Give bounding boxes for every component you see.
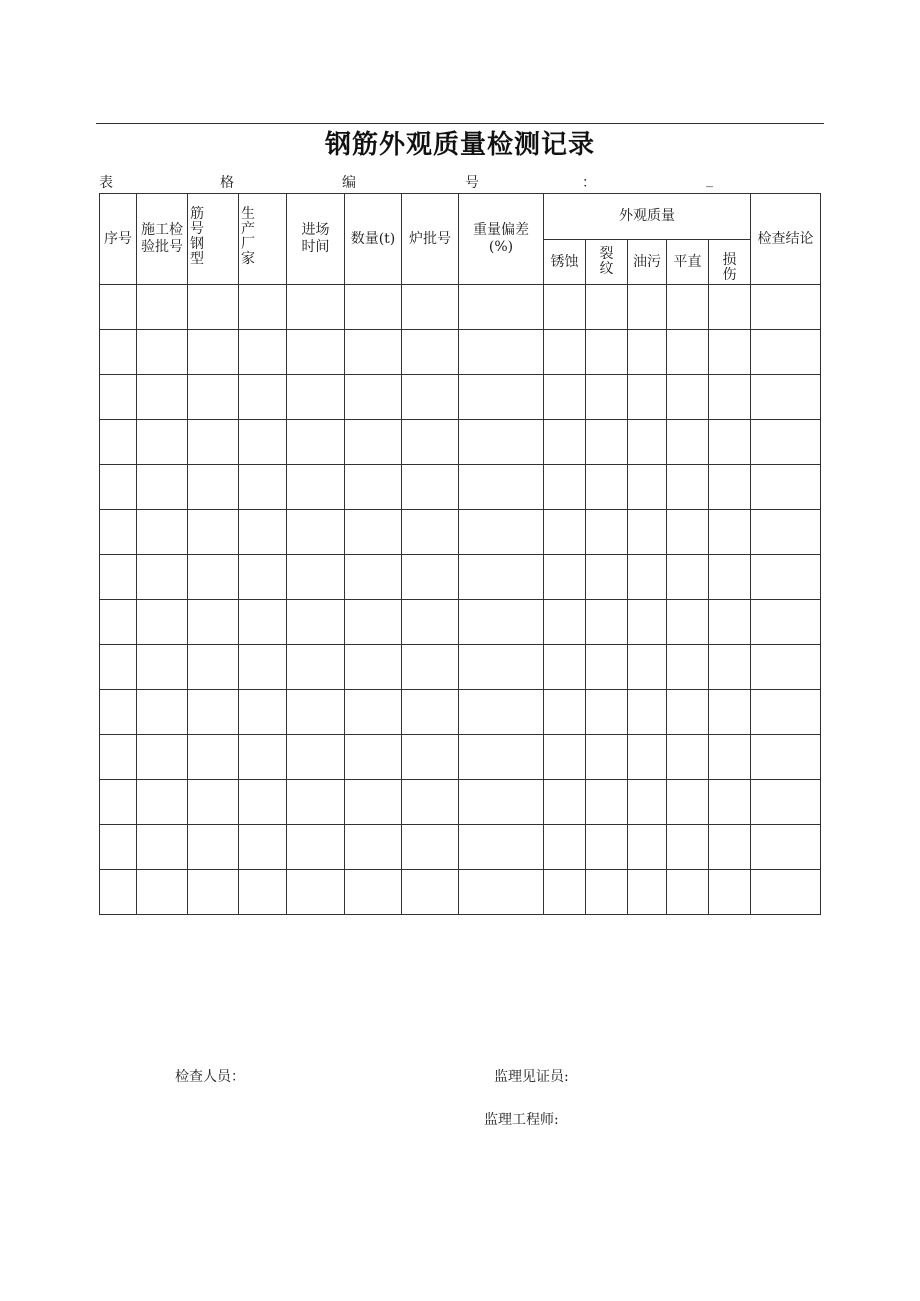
table-cell[interactable] <box>544 375 586 420</box>
table-cell[interactable] <box>544 330 586 375</box>
table-cell[interactable] <box>345 870 402 915</box>
table-cell[interactable] <box>137 285 188 330</box>
table-cell[interactable] <box>459 600 544 645</box>
header-oil: 油污 <box>628 240 667 285</box>
table-cell[interactable] <box>137 330 188 375</box>
header-batch-line2: 验批号 <box>141 239 183 255</box>
table-cell[interactable] <box>239 780 287 825</box>
table-cell[interactable] <box>100 285 137 330</box>
table-cell[interactable] <box>345 510 402 555</box>
table-cell[interactable] <box>751 330 821 375</box>
table-cell[interactable] <box>402 285 459 330</box>
form-code-line <box>0 172 920 192</box>
table-cell[interactable] <box>751 825 821 870</box>
table-cell[interactable] <box>188 825 239 870</box>
table-cell[interactable] <box>459 375 544 420</box>
table-cell[interactable] <box>667 375 709 420</box>
table-cell[interactable] <box>751 870 821 915</box>
table-cell[interactable] <box>239 645 287 690</box>
table-cell[interactable] <box>287 780 345 825</box>
table-cell[interactable] <box>239 285 287 330</box>
table-cell[interactable] <box>544 285 586 330</box>
table-cell[interactable] <box>137 375 188 420</box>
witness-label: 监理见证员: <box>494 1069 569 1085</box>
table-cell[interactable] <box>100 420 137 465</box>
table-cell[interactable] <box>137 690 188 735</box>
table-cell[interactable] <box>345 690 402 735</box>
table-cell[interactable] <box>586 825 628 870</box>
table-cell[interactable] <box>628 510 667 555</box>
table-cell[interactable] <box>544 645 586 690</box>
table-cell[interactable] <box>137 870 188 915</box>
table-row <box>100 735 821 780</box>
table-cell[interactable] <box>459 285 544 330</box>
table-cell[interactable] <box>239 465 287 510</box>
table-cell[interactable] <box>459 690 544 735</box>
table-cell[interactable] <box>667 555 709 600</box>
header-steel-type-char: 号 <box>190 221 204 237</box>
table-cell[interactable] <box>188 690 239 735</box>
table-cell[interactable] <box>137 600 188 645</box>
table-cell[interactable] <box>667 735 709 780</box>
table-cell[interactable] <box>709 375 751 420</box>
table-cell[interactable] <box>628 690 667 735</box>
table-cell[interactable] <box>100 555 137 600</box>
table-cell[interactable] <box>709 555 751 600</box>
table-cell[interactable] <box>586 735 628 780</box>
table-cell[interactable] <box>188 285 239 330</box>
table-cell[interactable] <box>709 870 751 915</box>
table-cell[interactable] <box>345 555 402 600</box>
table-row <box>100 420 821 465</box>
table-cell[interactable] <box>402 555 459 600</box>
table-cell[interactable] <box>345 420 402 465</box>
header-steel-type-char: 筋 <box>190 206 204 222</box>
table-cell[interactable] <box>239 375 287 420</box>
table-cell[interactable] <box>188 420 239 465</box>
table-cell[interactable] <box>239 555 287 600</box>
header-batch-line1: 施工检 <box>141 222 183 238</box>
table-cell[interactable] <box>667 825 709 870</box>
table-cell[interactable] <box>188 330 239 375</box>
table-cell[interactable] <box>544 600 586 645</box>
header-straight: 平直 <box>667 240 709 285</box>
table-cell[interactable] <box>345 735 402 780</box>
table-cell[interactable] <box>402 825 459 870</box>
table-cell[interactable] <box>751 645 821 690</box>
header-quantity: 数量(t) <box>345 194 402 285</box>
header-crack-char: 纹 <box>599 260 614 277</box>
header-damage-char: 损 <box>722 252 737 268</box>
table-cell[interactable] <box>544 870 586 915</box>
table-cell[interactable] <box>100 600 137 645</box>
table-cell[interactable] <box>402 735 459 780</box>
table-cell[interactable] <box>287 870 345 915</box>
table-cell[interactable] <box>287 690 345 735</box>
table-cell[interactable] <box>137 735 188 780</box>
table-cell[interactable] <box>100 825 137 870</box>
table-cell[interactable] <box>544 555 586 600</box>
table-cell[interactable] <box>137 465 188 510</box>
header-maker-char: 产 <box>241 221 255 237</box>
table-cell[interactable] <box>628 285 667 330</box>
table-cell[interactable] <box>751 375 821 420</box>
header-entry-line1: 进场 <box>301 222 330 238</box>
table-cell[interactable] <box>287 600 345 645</box>
table-cell[interactable] <box>287 465 345 510</box>
table-cell[interactable] <box>628 870 667 915</box>
table-cell[interactable] <box>137 510 188 555</box>
table-cell[interactable] <box>586 645 628 690</box>
table-cell[interactable] <box>239 690 287 735</box>
table-cell[interactable] <box>402 420 459 465</box>
table-cell[interactable] <box>667 420 709 465</box>
table-cell[interactable] <box>188 555 239 600</box>
table-cell[interactable] <box>287 735 345 780</box>
table-row <box>100 690 821 735</box>
table-cell[interactable] <box>667 600 709 645</box>
table-cell[interactable] <box>586 690 628 735</box>
table-cell[interactable] <box>239 825 287 870</box>
table-cell[interactable] <box>459 735 544 780</box>
table-cell[interactable] <box>544 825 586 870</box>
table-cell[interactable] <box>137 420 188 465</box>
table-cell[interactable] <box>100 375 137 420</box>
page-title: 钢筋外观质量检测记录 <box>324 130 595 160</box>
table-cell[interactable] <box>628 780 667 825</box>
table-cell[interactable] <box>345 825 402 870</box>
table-cell[interactable] <box>751 510 821 555</box>
table-row <box>100 555 821 600</box>
table-cell[interactable] <box>287 825 345 870</box>
table-cell[interactable] <box>709 330 751 375</box>
table-cell[interactable] <box>402 780 459 825</box>
table-cell[interactable] <box>345 285 402 330</box>
table-cell[interactable] <box>459 555 544 600</box>
inspector-label: 检查人员： <box>175 1069 245 1085</box>
table-cell[interactable] <box>402 690 459 735</box>
table-cell[interactable] <box>667 690 709 735</box>
table-cell[interactable] <box>586 375 628 420</box>
header-conclusion: 检查结论 <box>751 194 821 285</box>
table-cell[interactable] <box>709 600 751 645</box>
table-row <box>100 600 821 645</box>
table-cell[interactable] <box>239 330 287 375</box>
table-cell[interactable] <box>459 645 544 690</box>
table-cell[interactable] <box>188 780 239 825</box>
table-cell[interactable] <box>586 510 628 555</box>
table-cell[interactable] <box>402 870 459 915</box>
table-cell[interactable] <box>586 555 628 600</box>
table-cell[interactable] <box>709 645 751 690</box>
table-cell[interactable] <box>709 420 751 465</box>
table-cell[interactable] <box>709 780 751 825</box>
table-row <box>100 645 821 690</box>
header-damage-char: 伤 <box>722 267 737 283</box>
table-cell[interactable] <box>137 825 188 870</box>
table-cell[interactable] <box>188 465 239 510</box>
form-code-char: ： <box>582 175 596 191</box>
table-cell[interactable] <box>287 420 345 465</box>
form-code-char: 表 <box>99 175 113 191</box>
header-appearance: 外观质量 <box>544 194 751 240</box>
table-cell[interactable] <box>345 600 402 645</box>
table-cell[interactable] <box>100 735 137 780</box>
form-code-char: 号 <box>465 175 479 191</box>
table-cell[interactable] <box>137 555 188 600</box>
table-cell[interactable] <box>709 285 751 330</box>
table-cell[interactable] <box>188 375 239 420</box>
table-cell[interactable] <box>402 600 459 645</box>
header-steel-type-char: 型 <box>190 251 204 267</box>
table-cell[interactable] <box>586 330 628 375</box>
table-cell[interactable] <box>628 555 667 600</box>
table-cell[interactable] <box>586 285 628 330</box>
table-cell[interactable] <box>751 690 821 735</box>
header-weight-dev-line1: 重量偏差 <box>473 222 529 238</box>
table-cell[interactable] <box>239 735 287 780</box>
table-cell[interactable] <box>137 780 188 825</box>
table-row <box>100 375 821 420</box>
table-cell[interactable] <box>459 330 544 375</box>
table-cell[interactable] <box>751 780 821 825</box>
table-cell[interactable] <box>751 600 821 645</box>
header-crack <box>586 240 628 285</box>
table-cell[interactable] <box>751 420 821 465</box>
table-cell[interactable] <box>709 465 751 510</box>
table-cell[interactable] <box>100 870 137 915</box>
table-cell[interactable] <box>100 645 137 690</box>
table-cell[interactable] <box>709 690 751 735</box>
header-damage <box>709 240 751 285</box>
table-cell[interactable] <box>345 330 402 375</box>
table-cell[interactable] <box>586 465 628 510</box>
form-code-char: 格 <box>220 175 234 191</box>
table-cell[interactable] <box>628 645 667 690</box>
table-row <box>100 330 821 375</box>
table-cell[interactable] <box>628 420 667 465</box>
table-row <box>100 285 821 330</box>
table-row <box>100 780 821 825</box>
table-cell[interactable] <box>544 420 586 465</box>
table-cell[interactable] <box>459 420 544 465</box>
table-cell[interactable] <box>287 285 345 330</box>
table-cell[interactable] <box>586 420 628 465</box>
table-cell[interactable] <box>667 510 709 555</box>
record-table <box>99 193 821 915</box>
table-cell[interactable] <box>239 870 287 915</box>
table-cell[interactable] <box>586 780 628 825</box>
header-maker-char: 生 <box>241 206 255 222</box>
table-cell[interactable] <box>188 645 239 690</box>
table-cell[interactable] <box>544 735 586 780</box>
table-cell[interactable] <box>239 600 287 645</box>
header-heat-no: 炉批号 <box>402 194 459 285</box>
table-cell[interactable] <box>188 510 239 555</box>
table-cell[interactable] <box>544 780 586 825</box>
table-cell[interactable] <box>586 600 628 645</box>
table-cell[interactable] <box>544 510 586 555</box>
table-row <box>100 465 821 510</box>
engineer-label: 监理工程师: <box>484 1112 559 1128</box>
table-row <box>100 870 821 915</box>
table-cell[interactable] <box>544 465 586 510</box>
table-cell[interactable] <box>459 510 544 555</box>
table-cell[interactable] <box>402 510 459 555</box>
form-code-char: 编 <box>342 175 356 191</box>
table-cell[interactable] <box>667 465 709 510</box>
table-cell[interactable] <box>459 465 544 510</box>
table-cell[interactable] <box>345 645 402 690</box>
table-cell[interactable] <box>751 735 821 780</box>
table-cell[interactable] <box>667 330 709 375</box>
table-cell[interactable] <box>459 825 544 870</box>
table-cell[interactable] <box>628 735 667 780</box>
table-cell[interactable] <box>402 375 459 420</box>
table-cell[interactable] <box>100 330 137 375</box>
table-cell[interactable] <box>544 690 586 735</box>
table-cell[interactable] <box>345 375 402 420</box>
table-cell[interactable] <box>751 555 821 600</box>
header-batch <box>137 194 188 285</box>
table-cell[interactable] <box>459 780 544 825</box>
table-cell[interactable] <box>239 510 287 555</box>
table-cell[interactable] <box>709 735 751 780</box>
table-cell[interactable] <box>667 870 709 915</box>
table-cell[interactable] <box>188 870 239 915</box>
table-cell[interactable] <box>402 330 459 375</box>
table-cell[interactable] <box>628 825 667 870</box>
table-cell[interactable] <box>100 780 137 825</box>
table-cell[interactable] <box>287 555 345 600</box>
header-entry-line2: 时间 <box>301 239 330 255</box>
table-cell[interactable] <box>709 825 751 870</box>
table-cell[interactable] <box>709 510 751 555</box>
table-row <box>100 510 821 555</box>
header-seq: 序号 <box>100 194 137 285</box>
table-cell[interactable] <box>137 645 188 690</box>
table-cell[interactable] <box>287 375 345 420</box>
table-cell[interactable] <box>667 285 709 330</box>
header-weight-dev-line2: (%) <box>488 239 514 255</box>
table-cell[interactable] <box>345 780 402 825</box>
header-entry-time <box>287 194 345 285</box>
table-cell[interactable] <box>459 870 544 915</box>
table-cell[interactable] <box>751 465 821 510</box>
table-cell[interactable] <box>100 510 137 555</box>
header-rust: 锈蚀 <box>544 240 586 285</box>
header-maker-char: 家 <box>241 251 255 267</box>
table-cell[interactable] <box>586 870 628 915</box>
table-cell[interactable] <box>287 330 345 375</box>
table-cell[interactable] <box>100 690 137 735</box>
header-steel-type-char: 钢 <box>190 236 204 252</box>
header-steel-type <box>188 194 239 285</box>
table-cell[interactable] <box>287 645 345 690</box>
table-cell[interactable] <box>628 375 667 420</box>
table-cell[interactable] <box>345 465 402 510</box>
table-cell[interactable] <box>402 645 459 690</box>
table-cell[interactable] <box>239 420 287 465</box>
table-cell[interactable] <box>402 465 459 510</box>
table-cell[interactable] <box>628 600 667 645</box>
form-code-char: _ <box>706 172 713 188</box>
table-cell[interactable] <box>188 600 239 645</box>
table-cell[interactable] <box>287 510 345 555</box>
header-maker <box>239 194 287 285</box>
table-cell[interactable] <box>628 330 667 375</box>
table-cell[interactable] <box>100 465 137 510</box>
table-cell[interactable] <box>667 780 709 825</box>
table-row <box>100 825 821 870</box>
table-cell[interactable] <box>667 645 709 690</box>
header-weight-dev <box>459 194 544 285</box>
table-cell[interactable] <box>188 735 239 780</box>
table-cell[interactable] <box>628 465 667 510</box>
table-cell[interactable] <box>751 285 821 330</box>
header-crack-char: 裂 <box>599 245 614 262</box>
header-maker-char: 厂 <box>241 236 255 252</box>
